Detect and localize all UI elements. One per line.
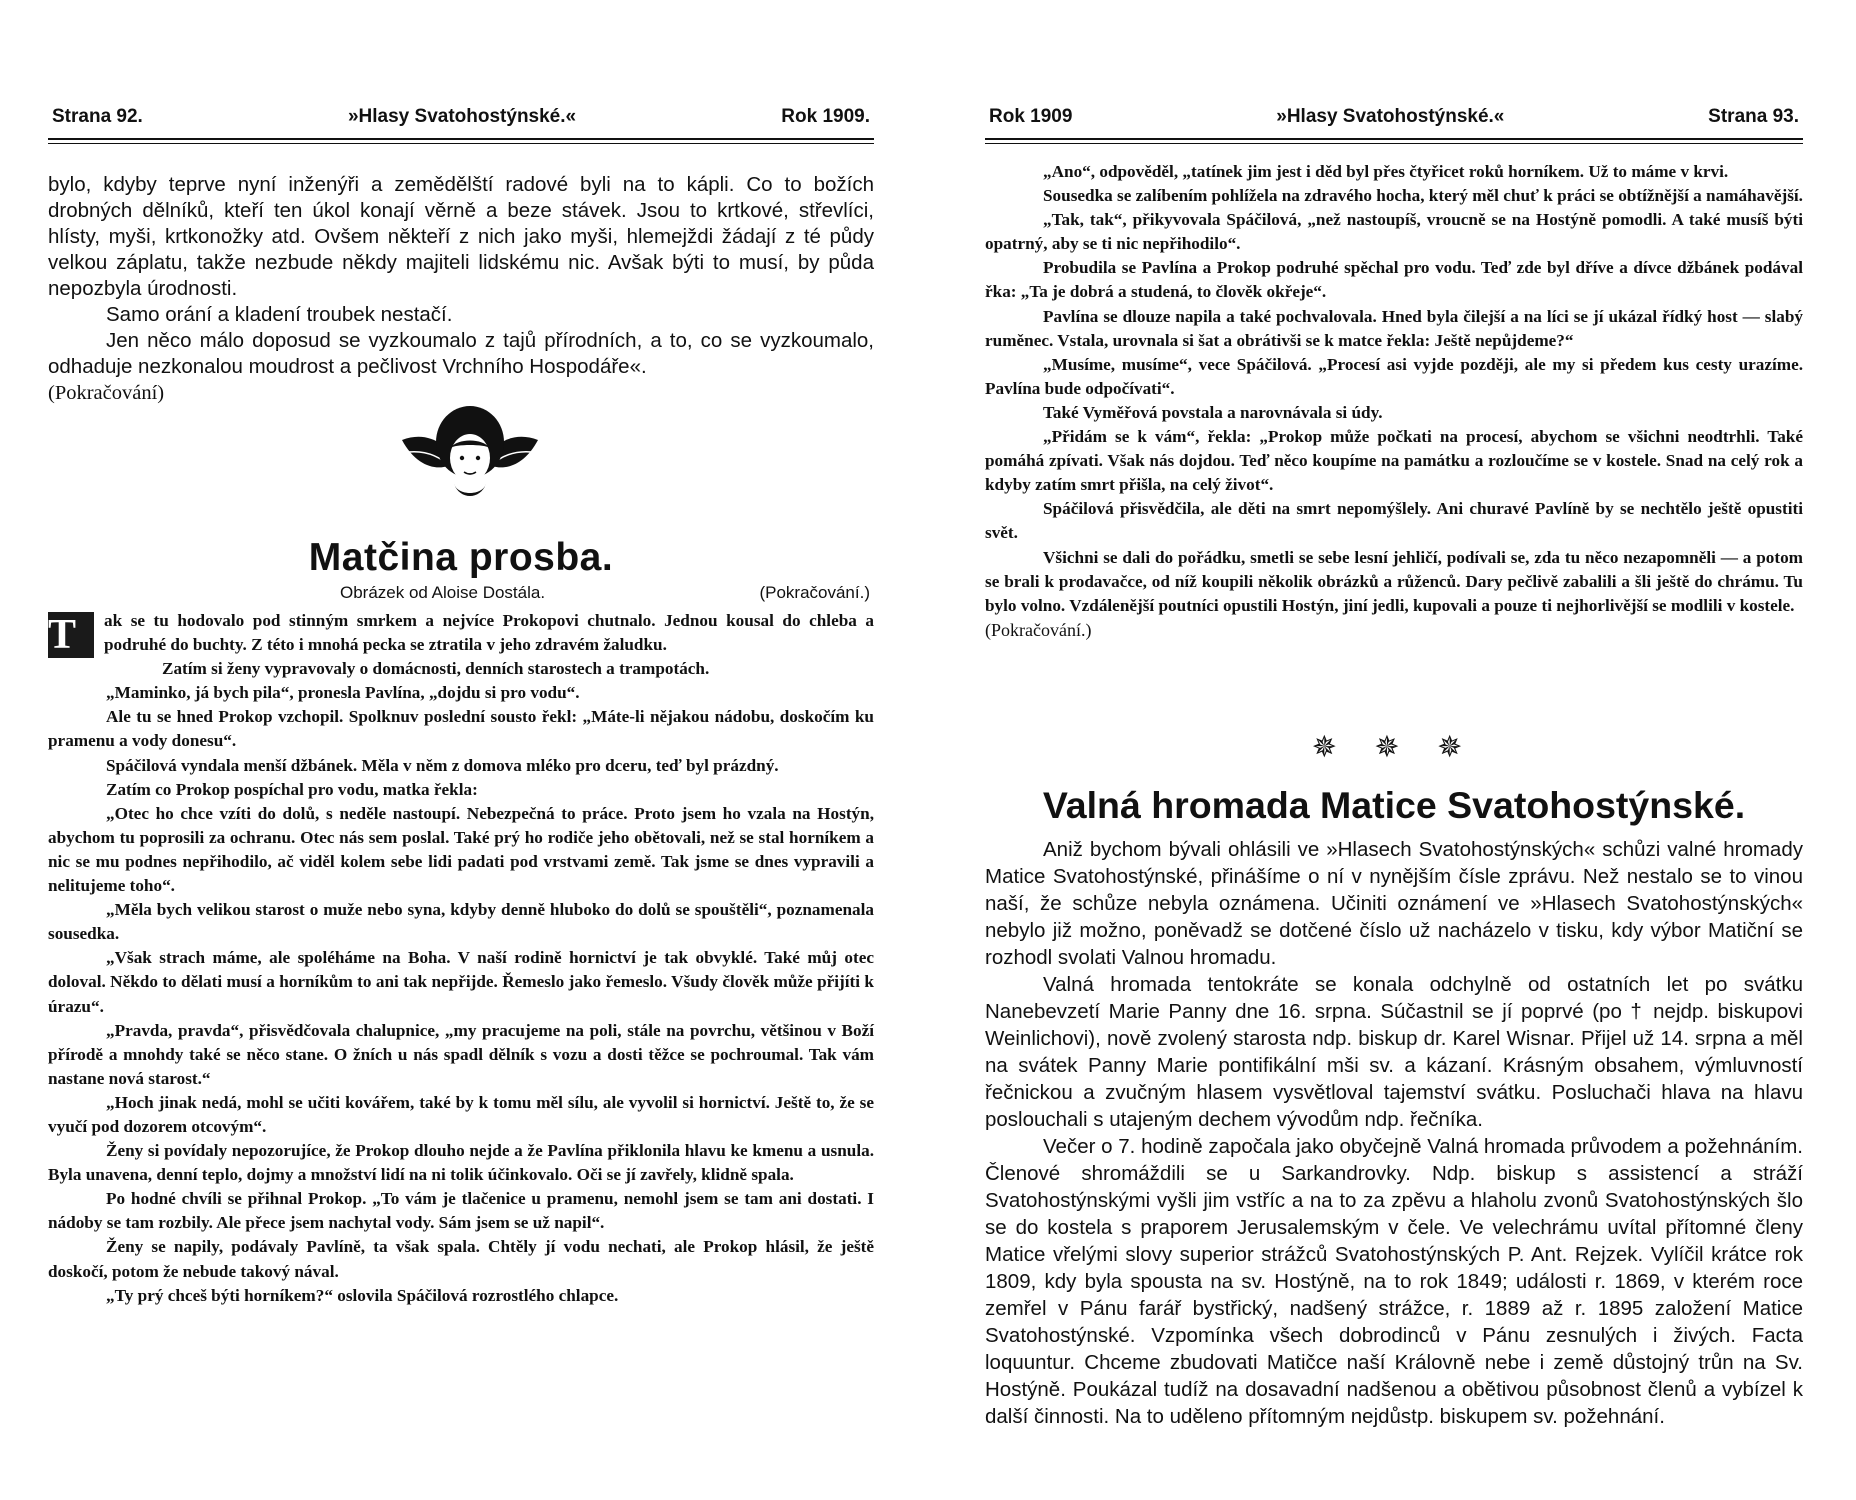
paragraph: „Musíme, musíme“, vece Spáčilová. „Procesí asi vyjde později, ale my si předem kus cesty urazíme. Pavlína bude odpočívati“. xyxy=(985,354,1803,398)
continued-note: (Pokračování.) xyxy=(985,619,1092,640)
paragraph: Jen něco málo doposud se vyzkoumalo z tajů přírodních, a to, co se vyzkoumalo, odhaduje nezkonalou moudrost a pečlivost Vrchního Hospodáře«. xyxy=(48,329,874,378)
article-title: Matčina prosba. xyxy=(308,536,614,579)
paragraph-text: ak se tu hodovalo pod stinným smrkem a nejvíce Prokopovi chutnalo. Jednou kousal do chleba a podruhé do buchty. Z této i mnohá pecka se ztratila v jeho zdravém žaludku. xyxy=(104,611,874,655)
byline: Obrázek od Aloise Dostála. xyxy=(340,583,546,602)
first-paragraph xyxy=(48,609,874,657)
right-page xyxy=(985,0,1803,1500)
cherub-vignette xyxy=(398,400,542,512)
paragraph: Valná hromada tentokráte se konala odchylně od ostatních let po svátku Nanebevzetí Marie Panny dne 16. srpna. Súčastnil se jí poprvé (po † nejdp. biskupovi Weinlichovi), nově zvolený starosta ndp. biskup dr. Karel Wisnar. Přijel už 14. srpna a měl na svátek Panny Marie pontifikální mši sv. a kázaní. Krásným obsahem, výmluvností řečnickou a zvučným hlasem vysvětloval tajemství svátku. Posluchači hlava na hlavu poslouchali s utajeným dechem vývodům ndp. řečníka. xyxy=(985,973,1803,1131)
drop-cap: T xyxy=(48,612,94,658)
paragraph: Spáčilová přisvědčila, ale děti na smrt nepomýšlely. Ani churavé Pavlíně by se nechtělo ještě opustiti svět. xyxy=(985,499,1803,543)
paragraph: Spáčilová vyndala menší džbánek. Měla v něm z domova mléko pro dceru, teď byl prázdný. xyxy=(106,755,779,775)
paragraph: Aniž bychom bývali ohlásili ve »Hlasech Svatohostýnských« schůzi valné hromady Matice Svatohostýnské, přinášíme o ní v nynějším čísle zprávu. Než nestalo se to vinou naší, že schůze nebyla oznámena. Učiniti oznámení ve »Hlasech Svatohostýnských« nebylo již možno, poněvadž se dotčené číslo už nacházelo v tisku, kdy výbor Matiční se rozhodl svolati Valnou hromadu. xyxy=(985,838,1803,969)
paragraph: „Přidám se k vám“, řekla: „Prokop může počkati na procesí, abychom se všichni neodtrhli. Také pomáhá zpívati. Však nás dojdou. Teď něco koupíme na památku a rozloučíme se v kostele. Snad na celý rok a kdyby zatím smrt přišla, na celý život“. xyxy=(985,427,1803,495)
continued-note: (Pokračování.) xyxy=(759,583,870,602)
paragraph: „Ty prý chceš býti horníkem?“ oslovila Spáčilová rozrostlého chlapce. xyxy=(106,1285,619,1305)
paragraph: bylo, kdyby teprve nyní inženýři a zemědělští radové byli na to kápli. Co to božích drobných dělníků, kteří ten úkol konají věrně a beze stávek. Jsou to krtkové, střevlíci, hlísty, myši, krtkonožky atd. Ovšem někteří z nich jako myši, hlemejždi žádají z té půdy velkou záplatu, takže nezbude někdy majiteli lidskému nic. Avšak býti to musí, by půda nepozbyla úrodnosti. xyxy=(48,173,874,300)
header-rule-thin xyxy=(985,143,1803,144)
article-body xyxy=(985,836,1803,1430)
paragraph: Pavlína se dlouze napila a také pochvalovala. Hned byla čilejší a na líci se jí ukázal řídký host — slabý ruměnec. Vstala, urovnala si šat a obrátivši se k matce řekla: Ještě nepůjdeme?“ xyxy=(985,306,1803,350)
year: Rok 1909. xyxy=(781,106,870,127)
paragraph: „Maminko, já bych pila“, pronesla Pavlína, „dojdu si pro vodu“. xyxy=(106,683,580,703)
paragraph: Samo orání a kladení troubek nestačí. xyxy=(106,303,453,326)
paragraph: Ženy si povídaly nepozorujíce, že Prokop dlouho nejde a že Pavlína přiklonila hlavu ke kmenu a usnula. Byla unavena, denní teplo, dojmy a množství lidí na ni tolik účinkovalo. Oči se jí zavřely, klidně spala. xyxy=(48,1141,874,1185)
year: Rok 1909 xyxy=(989,106,1073,127)
paragraph: „Měla bych velikou starost o muže nebo syna, kdyby denně hluboko do dolů se spouštěli“, poznamenala sousedka. xyxy=(48,900,874,944)
paragraph: Všichni se dali do pořádku, smetli se sebe lesní jehličí, podívali se, zda tu něco nezapomněli — a potom se brali k prodavačce, od níž koupili několik obrázků a růženců. Dary pečlivě zabalili a šli ještě do chrámu. Tu bylo volno. Vzdálenější poutníci opustili Hostýn, jiní jedli, kupovali a pouze ti nejhorlivější se modlili v kostele. xyxy=(985,547,1803,615)
paragraph: Zatím si ženy vypravovaly o domácnosti, denních starostech a trampotách. xyxy=(162,659,710,679)
page-number: Strana 92. xyxy=(52,106,143,127)
article-body xyxy=(48,609,874,1308)
paragraph: „Otec ho chce vzíti do dolů, s neděle nastoupí. Nebezpečná to práce. Proto jsem ho vzala na Hostýn, abychom tu poprosili za ochranu. Otec nás sem poslal. Také prý ho rodiče jeho obětovali, než se stal horníkem a nic se mu podnes nepřihodilo, ač viděl kolem sebe lidi padati pod vrstvami země. Tak jsme se dnes vypravili a nelitujeme toho“. xyxy=(48,803,874,896)
paragraph: „Hoch jinak nedá, mohl se učiti kovářem, také by k tomu měl sílu, ale vyvolil si hornictví. Ještě to, že se vyučí pod dozorem otcovým“. xyxy=(48,1092,874,1136)
paragraph: Zatím co Prokop pospíchal pro vodu, matka řekla: xyxy=(106,779,478,799)
page-header xyxy=(985,106,1803,128)
journal-name: »Hlasy Svatohostýnské.« xyxy=(1276,106,1505,127)
paragraph: Večer o 7. hodině započala jako obyčejně Valná hromada průvodem a požehnáním. Členové shromáždili se u Sarkandrovky. Ndp. biskup s assistencí a stráží Svatohostýnskými vyšli jim vstříc a na to za zpěvu a hlaholu zvonů Svatohostýnských šlo se do kostela s praporem Jerusalemským v čele. Ve velechrámu uvítal přítomné členy Matice vřelými slovy superior strážců Svatohostýnských P. Ant. Rejzek. Vylíčil krátce rok 1809, kdy byla spousta na sv. Hostýně, na to rok 1849; události r. 1869, v kterém roce zemřel v Pánu farář bystřický, nadšený strážce, r. 1889 až r. 1895 založení Matice Svatohostýnské. Vzpomínka všech dobrodinců v Pánu zesnulých i živých. Facta loquuntur. Chceme zbudovati Matičce naší Královně nebe i země důstojný trůn na Sv. Hostýně. Poukázal tudíž na dosavadní nadšenou a obětivou působnost členů a vybízel k další činnosti. Na to uděleno přítomným nejdůstp. biskupem sv. požehnání. xyxy=(985,1135,1803,1428)
header-rule-thin xyxy=(48,143,874,144)
section-divider-stars: ✵ ✵ ✵ xyxy=(1311,730,1477,765)
previous-article-end xyxy=(48,172,874,406)
article-title: Valná hromada Matice Svatohostýnské. xyxy=(1042,784,1746,826)
page-header xyxy=(48,106,874,128)
header-rule xyxy=(985,138,1803,140)
paragraph: Ženy se napily, podávaly Pavlíně, ta však spala. Chtěly jí vodu nechati, ale Prokop hlásil, že ještě doskočí, potom že nebude takový nával. xyxy=(48,1237,874,1281)
paragraph: Probudila se Pavlína a Prokop podruhé spěchal pro vodu. Teď zde byl dříve a dívce džbánek podával řka: „Ta je dobrá a studená, to člověk okřeje“. xyxy=(985,258,1803,302)
continued-note: (Pokračování) xyxy=(48,382,165,404)
journal-name: »Hlasy Svatohostýnské.« xyxy=(347,106,577,127)
paragraph: „Ano“, odpověděl, „tatínek jim jest i děd byl přes čtyřicet roků horníkem. Už to máme v krvi. xyxy=(1043,162,1729,181)
left-page xyxy=(48,0,874,1500)
article-continuation xyxy=(985,160,1803,642)
paragraph: Po hodné chvíli se přihnal Prokop. „To vám je tlačenice u pramenu, nemohl jsem se tam ani dostati. I nádoby se tam rozbily. Ale přece jsem nachytal vody. Sám jsem se už napil“. xyxy=(48,1189,874,1233)
paragraph: Sousedka se zalíbením pohlížela na zdravého hocha, který měl chuť k práci se obtížnější a namáhavější. xyxy=(1043,186,1803,206)
header-rule xyxy=(48,138,874,140)
paragraph: „Tak, tak“, přikyvovala Spáčilová, „než nastoupíš, vroucně se na Hostýně pomodli. A také musíš býti opatrný, aby se ti nic nepřihodilo“. xyxy=(985,210,1803,254)
page-number: Strana 93. xyxy=(1708,106,1799,127)
paragraph: Ale tu se hned Prokop vzchopil. Spolknuv poslední sousto řekl: „Máte-li nějakou nádobu, doskočím ku pramenu a vody donesu“. xyxy=(48,707,874,751)
paragraph: „Však strach máme, ale spoléháme na Boha. V naší rodině hornictví je tak obvyklé. Také můj otec doloval. Někdo to dělati musí a horníkům to ani tak nepřijde. Řemeslo jako řemeslo. Všudy člověk může přijíti k úrazu“. xyxy=(48,948,874,1016)
paragraph: „Pravda, pravda“, přisvědčovala chalupnice, „my pracujeme na poli, stále na povrchu, většinou v Boží přírodě a mnohdy také se něco stane. O žních u nás spadl dělník s vozu a dosti těžce se pochroumal. Tak vám nastane nová starost.“ xyxy=(48,1020,874,1088)
paragraph: Také Vyměřová povstala a narovnávala si údy. xyxy=(1043,402,1383,422)
